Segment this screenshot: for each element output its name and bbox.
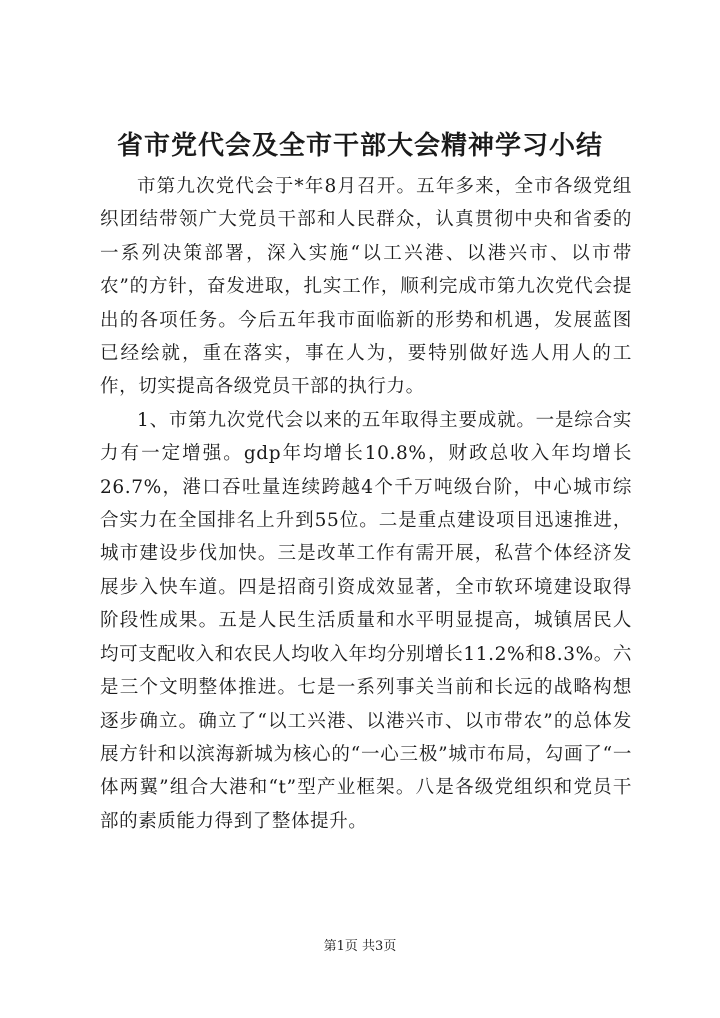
document-title: 省市党代会及全市干部大会精神学习小结 <box>116 131 603 161</box>
paragraph-intro: 市第九次党代会于*年8月召开。五年多来，全市各级党组织团结带领广大党员干部和人民群众，认真贯彻中央和省委的一系列决策部署，深入实施“以工兴港、以港兴市、以市带农”的方针，奋发进取，扎实工作，顺利完成市第九次党代会提出的各项任务。今后五年我市面临新的形势和机遇，发展蓝图已经绘就，重在落实，事在人为，要特别做好选人用人的工作，切实提高各级党员干部的执行力。 <box>100 176 632 398</box>
document-body <box>100 170 632 838</box>
paragraph-achievements: 1、市第九次党代会以来的五年取得主要成就。一是综合实力有一定增强。gdp年均增长10.8%，财政总收入年均增长26.7%，港口吞吐量连续跨越4个千万吨级台阶，中心城市综合实力在全国排名上升到55位。二是重点建设项目迅速推进，城市建设步伐加快。三是改革工作有需开展，私营个体经济发展步入快车道。四是招商引资成效显著，全市软环境建设取得阶段性成果。五是人民生活质量和水平明显提高，城镇居民人均可支配收入和农民人均收入年均分别增长11.2%和8.3%。六是三个文明整体推进。七是一系列事关当前和长远的战略构想逐步确立。确立了“以工兴港、以港兴市、以市带农”的总体发展方针和以滨海新城为核心的“一心三极”城市布局，勾画了“一体两翼”组合大港和“t”型产业框架。八是各级党组织和党员干部的素质能力得到了整体提升。 <box>100 409 632 832</box>
page-footer: 第1页 共3页 <box>323 939 397 954</box>
